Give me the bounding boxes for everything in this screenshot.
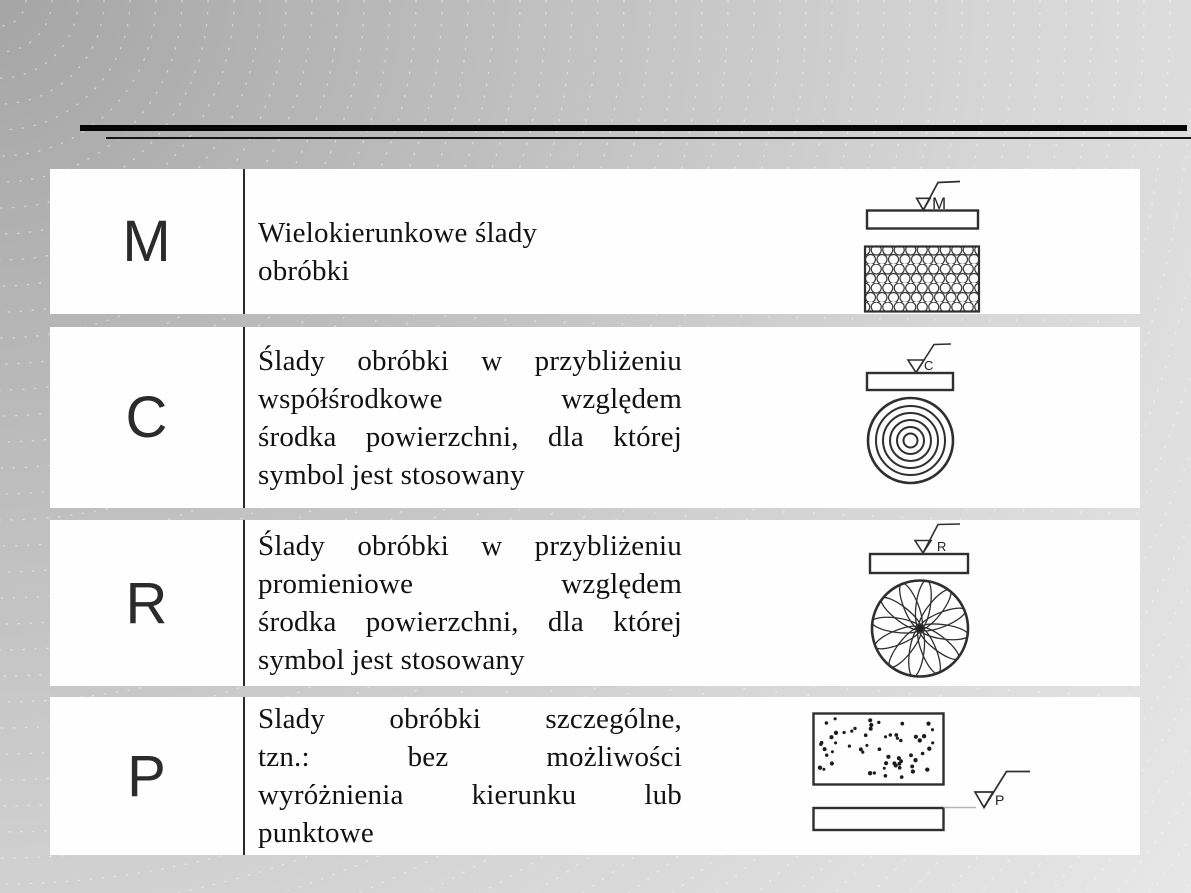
column-divider <box>243 520 245 686</box>
symbol-letter-m: M <box>932 194 947 213</box>
description-line: Slady obróbki szczególne, <box>258 703 682 735</box>
surface-symbol-m-icon <box>917 182 960 214</box>
lay-letter-p: P <box>127 743 166 809</box>
header-rule-thin <box>106 137 1191 139</box>
description-line: Ślady obróbki w przybliżeniu <box>258 344 682 377</box>
description-line: promieniowe względem <box>258 568 682 600</box>
radial-rosette-icon <box>871 579 969 677</box>
symbol-letter-p: P <box>995 792 1005 808</box>
symbol-letter-r: R <box>937 539 947 554</box>
honeycomb-pattern-icon <box>865 247 979 312</box>
multidirectional-pattern-illustration <box>790 169 1140 314</box>
lay-description-p <box>258 697 682 855</box>
surface-symbol-p-icon <box>975 772 1030 809</box>
lay-symbol-row-m <box>50 169 1140 314</box>
header-rule-thick <box>80 125 1187 131</box>
description-line: punktowe <box>258 817 374 849</box>
description-line: obróbki <box>258 254 350 287</box>
workpiece-bar <box>867 211 978 229</box>
description-line: Ślady obróbki w przybliżeniu <box>258 530 682 562</box>
lay-letter-m: M <box>122 209 171 274</box>
lay-symbol-row-r <box>50 520 1140 686</box>
lay-symbol-row-p <box>50 697 1140 855</box>
description-line: środka powierzchni, dla której <box>258 420 682 453</box>
description-line: środka powierzchni, dla której <box>258 606 682 638</box>
description-line: Wielokierunkowe ślady <box>258 216 538 249</box>
description-line: tzn.: bez możliwości <box>258 741 682 773</box>
column-divider <box>243 327 245 508</box>
rosette-center-dot <box>916 625 924 633</box>
symbol-letter-c: C <box>924 358 934 373</box>
lay-description-m <box>258 169 682 324</box>
description-line: symbol jest stosowany <box>258 458 525 491</box>
lay-symbol-row-c <box>50 327 1140 508</box>
workpiece-bar <box>870 554 968 573</box>
workpiece-bar <box>814 808 944 830</box>
random-dots-icon <box>818 717 934 779</box>
column-divider <box>243 697 245 855</box>
concentric-circles-illustration <box>790 327 1140 508</box>
surface-symbol-c-icon <box>908 344 951 373</box>
lay-letter-c: C <box>125 385 168 450</box>
surface-symbol-r-icon <box>915 524 960 554</box>
description-line: symbol jest stosowany <box>258 644 525 676</box>
radial-rosette-illustration <box>790 520 1140 686</box>
column-divider <box>243 169 245 314</box>
lay-description-r <box>258 520 682 686</box>
concentric-circles-icon <box>868 398 953 483</box>
workpiece-bar <box>867 373 953 390</box>
description-line: współśrodkowe względem <box>258 382 682 415</box>
lay-description-c <box>258 327 682 508</box>
lay-letter-r: R <box>125 570 168 636</box>
random-dots-illustration <box>790 697 1140 855</box>
description-line: wyróżnienia kierunku lub <box>258 779 682 811</box>
